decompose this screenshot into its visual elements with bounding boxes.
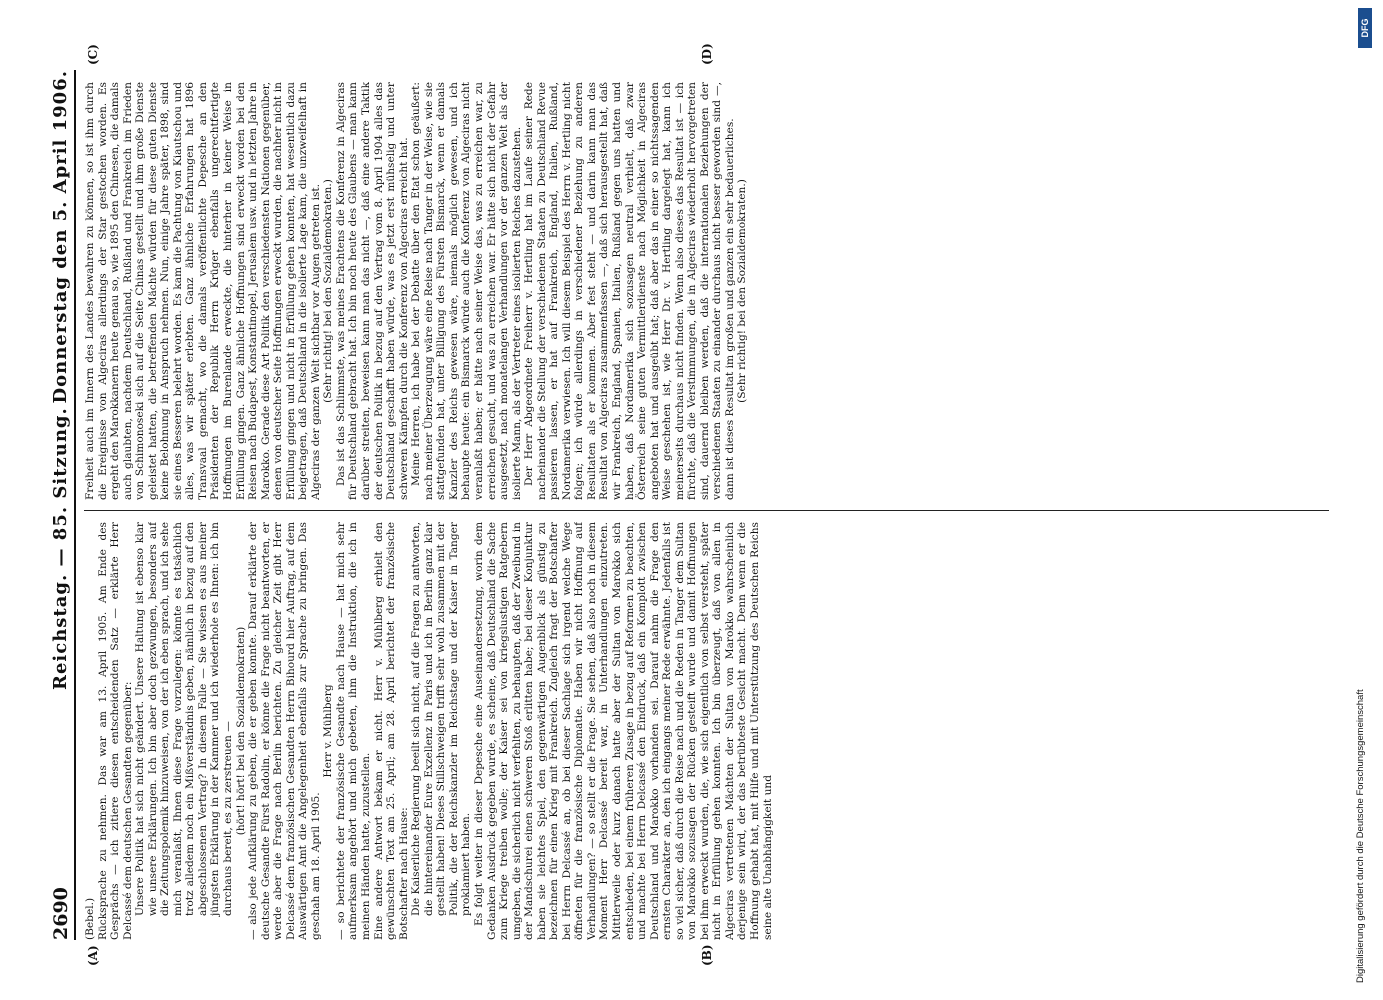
- paragraph: Rücksprache zu nehmen. Das war am 13. April 1905. Am Ende des Gesprächs — ich zitiere diesen entscheidenden Satz — erklärte Herr Delcassé dem deutschen Gesandten gegenüber:: [96, 522, 134, 940]
- paragraph: Unsere Politik hat sich nicht geändert. Unsere Haltung ist ebenso klar wie unsere Erklärungen. Ich bin aber doch gezwungen, besonders auf die Zeitungspolemik hinzuweisen, von der ich eben sprach, und ich sehe mich veranlaßt, Ihnen diese Frage vorzulegen: könnte es tatsächlich trotz alledem noch ein Mißverständnis geben, nämlich in bezug auf den abgeschlossenen Vertrag? In diesem Falle — Sie wissen es aus meiner jüngsten Erklärung in der Kammer und ich wiederhole es Ihnen: ich bin durchaus bereit, es zu zerstreuen —: [134, 522, 235, 916]
- running-head: [48, 70, 76, 940]
- paragraph: — so berichtete der französische Gesandte nach Hause — hat mich sehr aufmerksam angehört und mich gebeten, ihm die Instruktion, die ich in meinen Händen hatte, zuzustellen.: [334, 522, 373, 940]
- paragraph: Die Kaiserliche Regierung beeilt sich nicht, auf die Fragen zu antworten, die hintereinander Eure Exzellenz in Paris und ich in Berlin ganz klar gestellt haben! Dieses Stillschweigen trifft sehr wohl zusammen mit der Politik, die der Reichskanzler im Reichstage und der Kaiser in Tanger proklamiert haben.: [410, 522, 473, 916]
- paragraph: Eine andere Antwort bekam er nicht. Herr v. Mühlberg erhielt den gewünschten Text am 25. April; am 28. April berichtet der französische Botschafter nach Hause:: [372, 522, 410, 940]
- left-column: [84, 522, 1329, 940]
- paragraph: (Sehr richtig! bei den Sozialdemokraten.): [322, 179, 335, 403]
- margin-marker-c: (C): [86, 44, 100, 65]
- paragraph: (Bebel.): [84, 897, 96, 940]
- paragraph: — also jede Aufklärung zu geben, die er geben konnte. Darauf erklärte der deutsche Gesandte Fürst Radolin, er könne die Frage nicht beantworten, er werde aber die Frage nach Berlin berichten. Zu gleicher Zeit gibt Herr Delcassé dem französischen Gesandten Herrn Bihourd hier Auftrag, auf dem Auswärtigen Amt die Angelegenheit ebenfalls zur Sprache zu bringen. Das geschah am 18. April 1905.: [247, 522, 322, 940]
- paragraph: (hört! hört! bei den Sozialdemokraten): [234, 626, 247, 836]
- dfg-logo: DFG: [1358, 8, 1372, 48]
- paragraph: Meine Herren, ich habe bei der Debatte über den Etat schon geäußert: nach meiner Überzeugung wäre eine Reise nach Tanger in der Weise, wie sie stattgefunden hat, unter Billigung des Fürsten Bismarck, wenn er damals Kanzler des Reichs gewesen wäre, niemals möglich gewesen, und ich behaupte heute: ein Bismarck würde auch die Konferenz von Algeciras nicht veranlaßt haben; er hätte nach seiner Weise das, was zu erreichen war, zu erreichen gesucht, und was zu erreichen war. Er hätte sich nicht der Gefahr ausgesetzt, nach monatelangen Verhandlungen vor der ganzen Welt als der isolierte Mann, als der Vertreter eines isolierten Reiches dazustehen.: [410, 82, 523, 500]
- margin-marker-a: (A): [86, 945, 100, 966]
- paragraph: Es folgt weiter in dieser Depesche eine Auseinandersetzung, worin dem Gedanken Ausdruck gegeben wurde, es scheine, daß Deutschland die Sache zum Kriege treiben wolle; der Kaiser sei von kriegslustigen Ratgebern umgeben, die sicherlich nicht verfehlten, zu behaupten, daß der Zweibund in der Mandschurei einen schweren Stoß erlitten habe; bei dieser Konjunktur haben sie leichtes Spiel, den gegenwärtigen Augenblick als günstig zu bezeichnen für einen Krieg mit Frankreich. Zugleich fragt der Botschafter bei Herrn Delcassé an, ob bei dieser Sachlage sich irgend welche Wege öffneten für die französische Diplomatie. Haben wir nicht Hoffnung auf Verhandlungen? — so stellt er die Frage. Sie sehen, daß also noch in diesem Moment Herr Delcassé bereit war, in Unterhandlungen einzutreten. Mittlerweile oder kurz danach hatte aber der Sultan von Marokko sich entschieden, bei einem früheren Zusage in bezug auf Reformen zu beachten, und machte bei Herrn Delcassé den Eindruck, daß ein Komplott zwischen Deutschland und Marokko vorhanden sei. Darauf nahm die Frage den ernsten Charakter an, den ich eingangs meiner Rede erwähnte. Jedenfalls ist so viel sicher, daß durch die Reise nach und die Reden in Tanger dem Sultan von Marokko sozusagen der Rücken gesteift wurde und damit Hoffnungen bei ihm erweckt wurden, die, wie sich eigentlich von selbst versteht, später nicht in Erfüllung gehen konnten. Ich bin überzeugt, daß von allen in Algeciras vertretenen Mächten der Sultan von Marokko wahrscheinlich derjenige sein wird, der das betrübteste Gesicht macht. Denn wenn er die Hoffnung gehabt hat, mit Hilfe und mit Unterstützung des Deutschen Reichs seine alte Unabhängigkeit und: [472, 522, 774, 940]
- running-head-left: Reichstag. — 85. Sitzung.: [50, 407, 71, 690]
- margin-marker-b: (B): [700, 944, 714, 966]
- running-head-right: Donnerstag den 5. April 1906.: [50, 70, 71, 404]
- right-column: [84, 82, 1329, 500]
- paragraph: (Sehr richtig! bei den Sozialdemokraten.): [736, 179, 749, 403]
- digitization-credit: [1350, 8, 1372, 983]
- paragraph: Das ist das Schlimmste, was meines Erachtens die Konferenz in Algeciras für Deutschland gebracht hat. Ich bin noch heute des Glaubens — man kann darüber streiten, beweisen kann man das nicht —, daß eine andere Taktik der deutschen Politik in bezug auf den Vertrag vom 8. April 1904 alles das Deutschland geschafft haben würde, was es jetzt erst mühselig und unter schweren Kämpfen durch die Konferenz von Algeciras erreicht hat.: [334, 82, 410, 500]
- paragraph: Herr v. Mühlberg: [322, 684, 335, 778]
- margin-marker-d: (D): [700, 43, 714, 65]
- credit-text: Digitalisierung gefördert durch die Deutsche Forschungsgemeinschaft: [1355, 689, 1366, 983]
- paragraph: Freiheit auch im Innern des Landes bewahren zu können, so ist ihm durch die Ereignisse von Algeciras allerdings der Star gestochen worden. Es ergeht den Marokkanern heute genau so, wie 1895 den Chinesen, die damals auch glaubten, nachdem Deutschland, Rußland und Frankreich im Frieden von Schimonoseki sich auf die Seite Chinas gestellt und ihm große Dienste geleistet hatten, die betreffenden Mächte würden für diese guten Dienste keine Belohnung in Anspruch nehmen. Nun, einige Jahre später, 1898, sind sie eines Besseren belehrt worden. Es kam die Pachtung von Kiautschou und alles, was wir später erlebten. Ganz ähnliche Erfahrungen hat 1896 Transvaal gemacht, wo die damals veröffentlichte Depesche an den Präsidenten der Republik Herrn Krüger ebenfalls ungerechtfertigte Hoffnungen im Burenlande erweckte, die hinterher in keiner Weise in Erfüllung gingen. Ganz ähnliche Hoffnungen sind erweckt worden bei den Reisen nach Budapest, Konstantinopel, Jerusalem usw. und in letzten Jahre in Marokko. Gerade diese Art Politik den verschiedensten Nationen gegenüber, denen von deutscher Seite Hoffnungen erweckt wurden, die nachher nicht in Erfüllung gingen und nicht in Erfüllung gehen konnten, hat wesentlich dazu beigetragen, daß Deutschland in die isolierte Lage kam, die unzweifelhaft in Algeciras der ganzen Welt sichtbar vor Augen getreten ist.: [84, 82, 322, 500]
- page-number: 2690: [50, 887, 72, 940]
- paragraph: Der Herr Abgeordnete Freiherr v. Hertling hat im Laufe seiner Rede nacheinander die Stellung der verschiedenen Staaten zu Deutschland Revue passieren lassen, er hat auf Frankreich, England, Italien, Rußland, Nordamerika verwiesen. Ich will diesem Beispiel des Herrn v. Hertling nicht folgen; ich würde allerdings in verschiedener Beziehung zu anderen Resultaten als er kommen. Aber fest steht — und darin kann man das Resultat von Algeciras zusammenfassen —, daß sich herausgestellt hat, daß wir Frankreich, England, Spanien, Italien, Rußland gegen uns hatten und haben, daß Nordamerika sich sozusagen neutral verhielt, daß zwar Österreich seine guten Vermittlerdienste nach Möglichkeit in Algeciras angeboten hat und ausgeübt hat; daß aber das in einer so nichtssagenden Weise geschehen ist, wie Herr Dr. v. Hertling dargelegt hat, kann ich meinerseits durchaus nicht finden. Wenn also dieses das Resultat ist — ich fürchte, daß die Verstimmungen, die in Algeciras wiederholt hervorgetreten sind, dauernd bleiben werden, daß die internationalen Beziehungen der verschiedenen Staaten zu einander durchaus nicht besser geworden sind —, dann ist dieses Resultat im großen und ganzen ein sehr bedauerliches.: [523, 82, 736, 500]
- column-divider: [84, 510, 1329, 511]
